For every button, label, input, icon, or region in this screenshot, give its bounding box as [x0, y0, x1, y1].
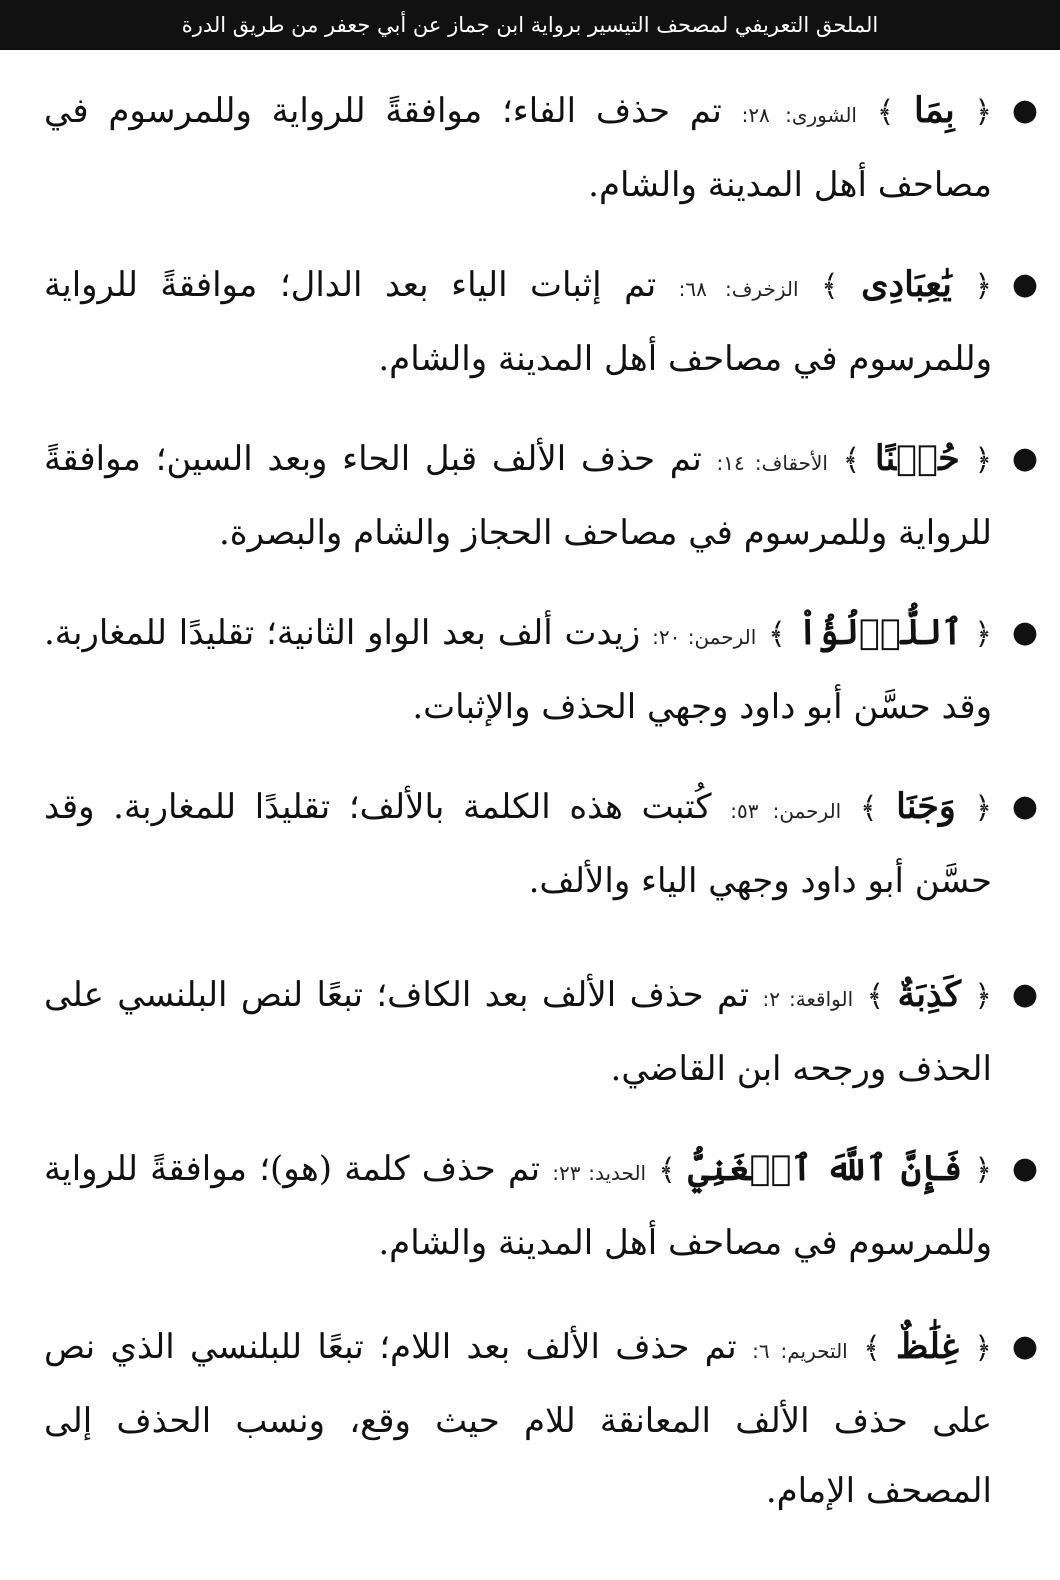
- entry-bima: [44, 76, 1038, 220]
- bullet-icon: ●: [1011, 1329, 1038, 1364]
- entry-text: تم حذف الألف بعد الكاف؛ تبعًا لنص البلنسي على الحذف ورجحه ابن القاضي.: [44, 975, 992, 1089]
- surah-reference: الشورى: ٢٨:: [741, 103, 857, 127]
- ornate-bracket-close-icon: ﴾: [876, 95, 895, 130]
- quran-word: يَٰعِبَادِى: [861, 264, 952, 305]
- ornate-bracket-close-icon: ﴾: [866, 979, 885, 1014]
- ornate-bracket-open-icon: ﴿: [974, 617, 992, 652]
- surah-reference: الزخرف: ٦٨:: [678, 277, 799, 301]
- bullet-icon: ●: [1011, 267, 1038, 302]
- bullet-icon: ●: [1011, 615, 1038, 650]
- entry-husna: [44, 424, 1038, 568]
- bullet-icon: ●: [1011, 93, 1038, 128]
- entry-kadhiba: [44, 960, 1038, 1104]
- quran-word: حُسۡنًا: [874, 438, 960, 479]
- entry-text: تم حذف الألف بعد اللام؛ تبعًا للبلنسي الذي نص على حذف الألف المعانقة للام حيث وقع، ونسب الحذف إلى المصحف الإمام.: [44, 1327, 992, 1511]
- ornate-bracket-open-icon: ﴿: [974, 1331, 992, 1366]
- surah-reference: الرحمن: ٥٣:: [730, 799, 842, 823]
- quran-word: وَجَنَا: [896, 786, 956, 827]
- ornate-bracket-open-icon: ﴿: [974, 1153, 993, 1188]
- ornate-bracket-close-icon: ﴾: [859, 791, 878, 826]
- surah-reference: الحديد: ٢٣:: [552, 1161, 647, 1185]
- entry-text: تم حذف كلمة (هو)؛ موافقةً للرواية وللمرسوم في مصاحف أهل المدينة والشام.: [44, 1149, 992, 1263]
- entry-ghilaz: [44, 1312, 1038, 1526]
- surah-reference: الأحقاف: ١٤:: [716, 451, 828, 475]
- ornate-bracket-open-icon: ﴿: [974, 979, 992, 1014]
- ornate-bracket-close-icon: ﴾: [842, 443, 861, 478]
- bullet-icon: ●: [1011, 441, 1038, 476]
- ornate-bracket-open-icon: ﴿: [974, 95, 993, 130]
- quran-word: فَإِنَّ ٱللَّهَ ٱلۡغَنِيُّ: [688, 1148, 963, 1189]
- entry-text: تم حذف الألف قبل الحاء وبعد السين؛ موافقةً للرواية وللمرسوم في مصاحف الحجاز والشام والبصرة.: [44, 439, 992, 553]
- entry-lulu: [44, 598, 1038, 742]
- page-header: [0, 0, 1060, 50]
- ornate-bracket-close-icon: ﴾: [658, 1153, 676, 1188]
- bullet-icon: ●: [1011, 1151, 1038, 1186]
- entry-ghani: [44, 1134, 1038, 1278]
- ornate-bracket-open-icon: ﴿: [974, 791, 993, 826]
- bullet-icon: ●: [1011, 977, 1038, 1012]
- surah-reference: الواقعة: ٢:: [762, 987, 854, 1011]
- surah-reference: التحريم: ٦:: [752, 1339, 848, 1363]
- quran-word: ٱللُّؤۡلُؤُاْ: [797, 612, 963, 653]
- ornate-bracket-close-icon: ﴾: [768, 617, 786, 652]
- entry-text: تم حذف الفاء؛ موافقةً للرواية وللمرسوم في مصاحف أهل المدينة والشام.: [44, 91, 992, 205]
- ornate-bracket-close-icon: ﴾: [821, 269, 839, 304]
- surah-reference: الرحمن: ٢٠:: [652, 625, 757, 649]
- entry-wajana: [44, 772, 1038, 916]
- ornate-bracket-open-icon: ﴿: [974, 269, 993, 304]
- quran-word: غِلَٰظٌ: [895, 1326, 960, 1367]
- ornate-bracket-close-icon: ﴾: [863, 1331, 881, 1366]
- entry-text: زيدت ألف بعد الواو الثانية؛ تقليدًا للمغاربة. وقد حسَّن أبو داود وجهي الحذف والإثبات.: [44, 613, 992, 727]
- entry-text: تم إثبات الياء بعد الدال؛ موافقةً للرواية وللمرسوم في مصاحف أهل المدينة والشام.: [44, 265, 992, 379]
- ornate-bracket-open-icon: ﴿: [974, 443, 993, 478]
- entry-text: كُتبت هذه الكلمة بالألف؛ تقليدًا للمغاربة. وقد حسَّن أبو داود وجهي الياء والألف.: [44, 787, 992, 901]
- quran-word: بِمَا: [914, 90, 955, 131]
- bullet-icon: ●: [1011, 789, 1038, 824]
- entry-yaibadi: [44, 250, 1038, 394]
- quran-word: كَذِبَةٌ: [897, 974, 962, 1015]
- header-title: الملحق التعريفي لمصحف التيسير برواية ابن جماز عن أبي جعفر من طريق الدرة: [181, 13, 879, 37]
